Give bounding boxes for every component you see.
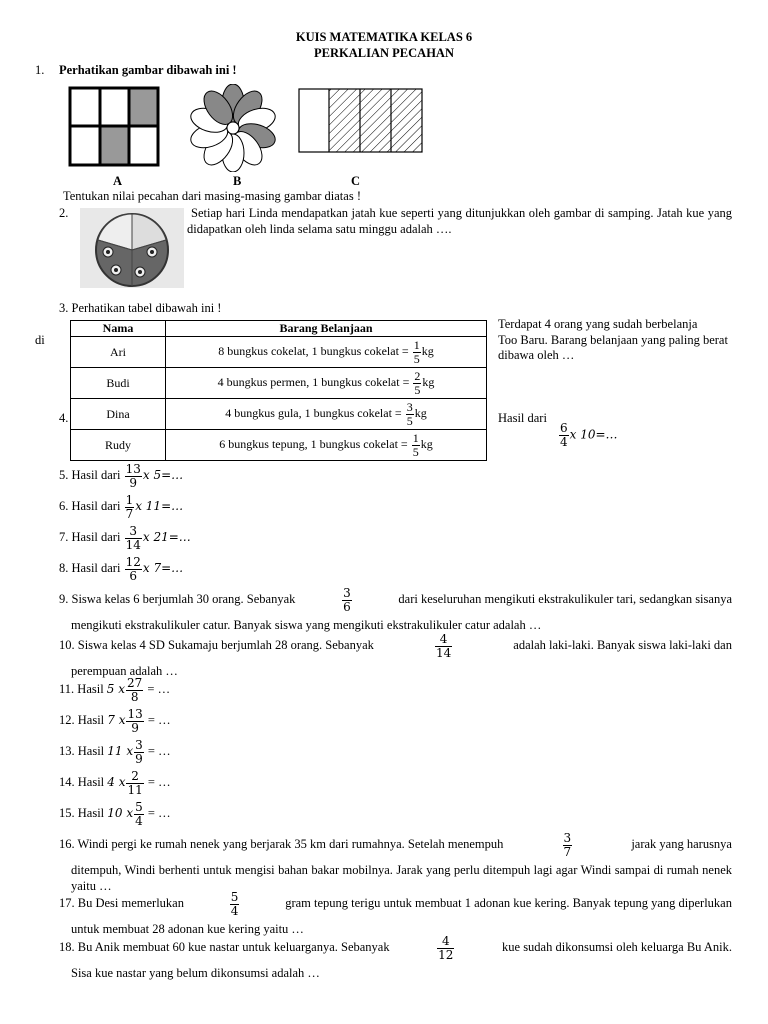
q7: 7. Hasil dari $\frac{3}{14}$ x 21=… xyxy=(59,524,191,552)
q8: 8. Hasil dari $\frac{12}{6}$ x 7=… xyxy=(59,555,184,583)
q4-number: 4. xyxy=(59,411,69,425)
table-cell-name: Ari xyxy=(71,337,166,368)
table-header-items: Barang Belanjaan xyxy=(166,321,487,337)
q10-line-1: 10. Siswa kelas 4 SD Sukamaju berjumlah 28 orang. Sebanyak $\frac{4}{14}$ adalah laki-laki. Banyak siswa laki-laki dan xyxy=(59,632,732,660)
q5: 5. Hasil dari $\frac{13}{9}$ x 5=… xyxy=(59,462,184,490)
q15: 15. Hasil 10 x $\frac{5}{4}$ = … xyxy=(59,800,171,828)
title-line-2: PERKALIAN PECAHAN xyxy=(314,46,454,60)
q16-line-2: ditempuh, Windi berhenti untuk mengisi bahan bakar mobilnya. Jarak yang perlu ditempuh lagi agar Windi sampai di rumah nenek yaitu … xyxy=(71,863,732,893)
table-row xyxy=(71,430,487,461)
table-cell-items: 4 bungkus permen, 1 bungkus cokelat = $\frac{2}{5}$ kg xyxy=(166,368,487,399)
q9-line-1: 9. Siswa kelas 6 berjumlah 30 orang. Sebanyak $\frac{3}{6}$ dari keseluruhan mengikuti ekstrakulikuler tari, sedangkan sisanya xyxy=(59,586,732,614)
q1-instruction: Tentukan nilai pecahan dari masing-masing gambar diatas ! xyxy=(63,189,361,203)
q18-line-1: 18. Bu Anik membuat 60 kue nastar untuk keluarganya. Sebanyak $\frac{4}{12}$ kue sudah dikonsumsi oleh keluarga Bu Anik. xyxy=(59,934,732,962)
q2-text: Setiap hari Linda mendapatkan jatah kue seperti yang ditunjukkan oleh gambar di samping. Jatah kue yang didapatkan oleh linda selama satu minggu adalah …. xyxy=(187,206,732,236)
q2-number: 2. xyxy=(59,206,69,220)
q13: 13. Hasil 11 x $\frac{3}{9}$ = … xyxy=(59,738,171,766)
q4-label: Hasil dari xyxy=(498,411,547,425)
bar-fraction-figure xyxy=(298,88,424,154)
q9-line-2: mengikuti ekstrakulikuler catur. Banyak siswa yang mengikuti ekstrakulikuler catur adalah … xyxy=(71,618,542,632)
q4-expression: $\frac{6}{4}$ x 10=… xyxy=(560,421,618,449)
flower-fraction-figure xyxy=(183,84,283,172)
table-cell-items: 6 bungkus tepung, 1 bungkus cokelat = $\frac{1}{5}$ kg xyxy=(166,430,487,461)
q1-number: 1. xyxy=(35,63,45,77)
q16-line-1: 16. Windi pergi ke rumah nenek yang berjarak 35 km dari rumahnya. Setelah menempuh $\frac{3}{7}$ jarak yang harusnya xyxy=(59,831,732,859)
figure-b-label: B xyxy=(233,174,242,188)
table-cell-name: Budi xyxy=(71,368,166,399)
cake-slices-photo xyxy=(80,208,184,288)
table-cell-items: 4 bungkus gula, 1 bungkus cokelat = $\frac{3}{5}$ kg xyxy=(166,399,487,430)
q12: 12. Hasil 7 x $\frac{13}{9}$ = … xyxy=(59,707,171,735)
q18-line-2: Sisa kue nastar yang belum dikonsumsi adalah … xyxy=(71,966,320,980)
q3-di-text: di xyxy=(35,333,45,347)
shopping-table xyxy=(70,320,487,461)
figure-a-label: A xyxy=(113,174,123,188)
table-row xyxy=(71,337,487,368)
table-row xyxy=(71,368,487,399)
q11: 11. Hasil 5 x $\frac{27}{8}$ = … xyxy=(59,676,171,704)
title-line-1: KUIS MATEMATIKA KELAS 6 xyxy=(295,30,473,44)
table-cell-name: Dina xyxy=(71,399,166,430)
q3-side-text: Terdapat 4 orang yang sudah berbelanja Too Baru. Barang belanjaan yang paling berat dibawa oleh … xyxy=(498,317,728,363)
table-header-name: Nama xyxy=(71,321,166,337)
table-row xyxy=(71,399,487,430)
q14: 14. Hasil 4 x $\frac{2}{11}$ = … xyxy=(59,769,171,797)
table-cell-items: 8 bungkus cokelat, 1 bungkus cokelat = $\frac{1}{5}$ kg xyxy=(166,337,487,368)
q10-line-2: perempuan adalah … xyxy=(71,664,178,678)
q17-line-2: untuk membuat 28 adonan kue kering yaitu … xyxy=(71,922,304,936)
q17-line-1: 17. Bu Desi memerlukan $\frac{5}{4}$ gram tepung terigu untuk membuat 1 adonan kue kering. Banyak tepung yang diperlukan xyxy=(59,890,732,918)
q1-prompt: Perhatikan gambar dibawah ini ! xyxy=(59,63,237,77)
q3-intro: 3. Perhatikan tabel dibawah ini ! xyxy=(59,301,222,315)
q6: 6. Hasil dari $\frac{1}{7}$ x 11=… xyxy=(59,493,184,521)
grid-fraction-figure xyxy=(68,86,160,168)
figure-c-label: C xyxy=(351,174,361,188)
table-cell-name: Rudy xyxy=(71,430,166,461)
